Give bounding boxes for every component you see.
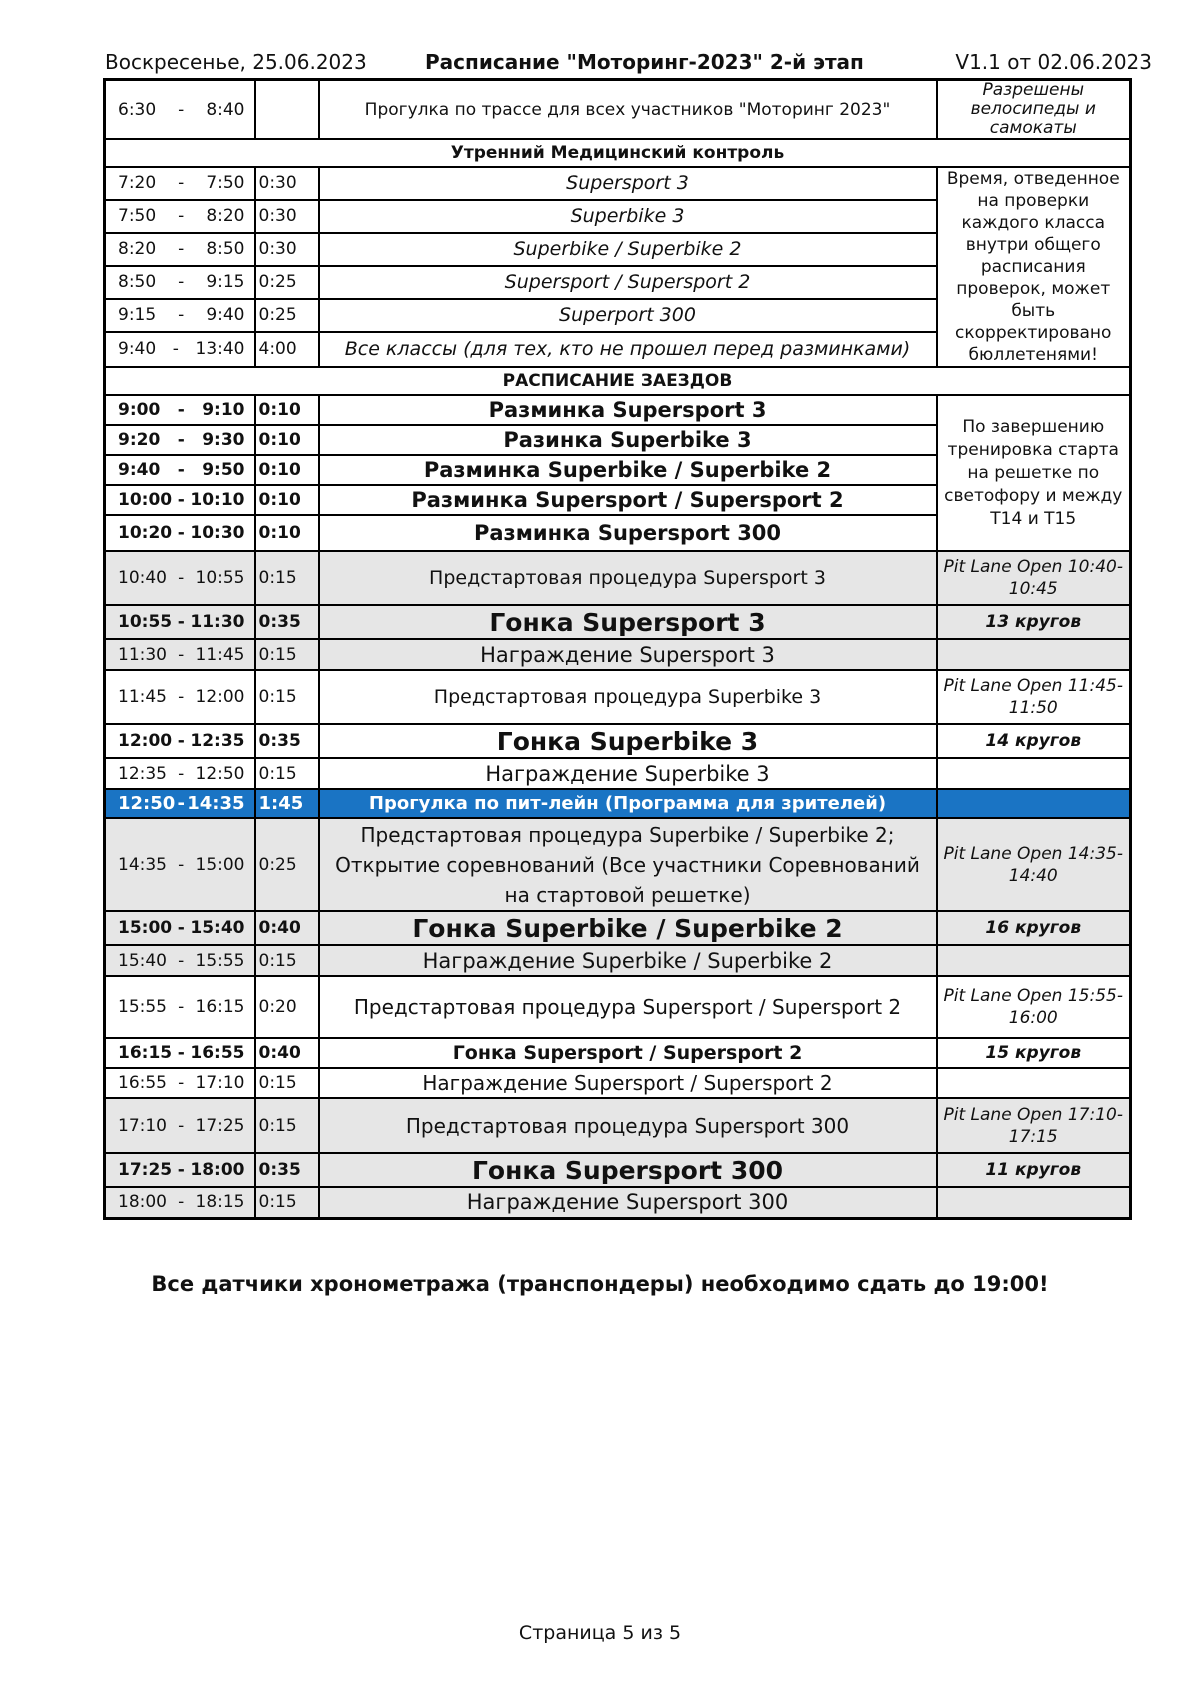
dash: - [178,854,185,875]
time-range [105,551,255,605]
note: 14 кругов [937,724,1131,758]
table-row [105,605,1131,639]
end-time: 8:40 [206,99,245,120]
note: Pit Lane Open 10:40-10:45 [937,551,1131,605]
start-time: 10:40 [118,568,167,588]
table-row [105,395,1131,425]
note: Время, отведенное на проверки каждого класса внутри общего расписания проверок, может быть скорректировано бюллетенями! [937,167,1131,367]
event: Supersport / Supersport 2 [319,266,937,299]
event: Гонка Superbike 3 [319,724,937,758]
note: Разрешены велосипеды и самокаты [937,80,1131,140]
start-time: 8:50 [118,272,157,293]
time-range [105,332,255,367]
section-header [105,139,1131,167]
header-date: Воскресенье, 25.06.2023 [105,50,367,74]
end-time: 13:40 [195,339,245,360]
event: Прогулка по пит-лейн (Программа для зрителей) [319,789,937,818]
note: По завершению тренировка старта на решетке по светофору и между Т14 и Т15 [937,395,1131,551]
time-range [105,299,255,332]
time-range [105,1098,255,1153]
start-time: 16:15 [118,1043,173,1063]
dash: - [177,612,185,632]
start-time: 10:00 [118,490,173,510]
event: Supersport 3 [319,167,937,200]
dash: - [172,339,179,360]
duration: 0:20 [255,976,319,1038]
duration: 0:10 [255,485,319,515]
start-time: 18:00 [118,1192,167,1213]
time-range [105,639,255,670]
event: Superport 300 [319,299,937,332]
end-time: 12:00 [195,687,245,707]
duration: 0:25 [255,266,319,299]
event: Superbike 3 [319,200,937,233]
time-range [105,1153,255,1187]
duration: 1:45 [255,789,319,818]
dash: - [178,173,185,194]
time-range [105,945,255,976]
start-time: 12:35 [118,763,167,784]
start-time: 8:20 [118,239,157,260]
time-range [105,1068,255,1098]
event: Разминка Supersport / Supersport 2 [319,485,937,515]
time-range [105,515,255,551]
end-time: 8:50 [206,239,245,260]
event: Награждение Supersport 300 [319,1187,937,1218]
table-row [105,758,1131,789]
start-time: 9:00 [118,400,161,420]
start-time: 11:45 [118,687,167,707]
start-time: 17:10 [118,1115,167,1136]
time-range [105,425,255,455]
dash: - [178,1115,185,1136]
event: Разминка Superbike / Superbike 2 [319,455,937,485]
event: Разинка Superbike 3 [319,425,937,455]
duration: 0:15 [255,639,319,670]
table-row [105,1098,1131,1153]
dash: - [178,1073,185,1093]
dash: - [178,239,185,260]
duration: 0:15 [255,758,319,789]
duration: 0:35 [255,724,319,758]
end-time: 18:00 [190,1160,245,1180]
end-time: 15:00 [195,854,245,875]
end-time: 9:40 [206,305,245,326]
time-range [105,80,255,140]
table-row [105,80,1131,140]
duration [255,80,319,140]
transponder-notice: Все датчики хронометража (транспондеры) необходимо сдать до 19:00! [151,1272,1049,1296]
duration: 0:35 [255,1153,319,1187]
duration: 4:00 [255,332,319,367]
note [937,1187,1131,1218]
dash: - [178,206,185,227]
event: Награждение Supersport / Supersport 2 [319,1068,937,1098]
time-range [105,670,255,724]
time-range [105,758,255,789]
dash: - [177,460,185,480]
duration: 0:30 [255,233,319,266]
start-time: 15:55 [118,997,167,1017]
start-time: 9:15 [118,305,157,326]
time-range [105,818,255,911]
time-range [105,167,255,200]
dash: - [177,430,185,450]
time-range [105,395,255,425]
start-time: 15:40 [118,950,167,971]
time-range [105,724,255,758]
dash: - [178,568,185,588]
table-row [105,818,1131,911]
table-row-highlight [105,789,1131,818]
schedule-table [103,78,1132,1220]
table-row [105,551,1131,605]
event: Предстартовая процедура Supersport 300 [319,1098,937,1153]
duration: 0:30 [255,167,319,200]
start-time: 9:20 [118,430,161,450]
end-time: 16:55 [190,1043,245,1063]
dash: - [178,950,185,971]
event: Награждение Supersport 3 [319,639,937,670]
event: Прогулка по трассе для всех участников "Моторинг 2023" [319,80,937,140]
start-time: 10:20 [118,523,173,543]
duration: 0:15 [255,945,319,976]
dash: - [177,490,185,510]
event: Superbike / Superbike 2 [319,233,937,266]
time-range [105,1187,255,1218]
end-time: 12:35 [190,731,245,751]
dash: - [178,305,185,326]
table-row [105,1187,1131,1218]
end-time: 11:30 [190,612,245,632]
start-time: 12:50 [118,793,176,814]
table-row [105,724,1131,758]
end-time: 16:15 [195,997,245,1017]
section-title: РАСПИСАНИЕ ЗАЕЗДОВ [105,367,1131,395]
end-time: 12:50 [195,763,245,784]
start-time: 16:55 [118,1073,167,1093]
duration: 0:10 [255,515,319,551]
end-time: 17:25 [195,1115,245,1136]
start-time: 9:40 [118,460,161,480]
end-time: 18:15 [195,1192,245,1213]
event: Все классы (для тех, кто не прошел перед разминками) [319,332,937,367]
section-header [105,367,1131,395]
end-time: 9:50 [202,460,245,480]
duration: 0:15 [255,1187,319,1218]
table-row [105,167,1131,200]
duration: 0:25 [255,299,319,332]
end-time: 9:10 [202,400,245,420]
duration: 0:35 [255,605,319,639]
duration: 0:40 [255,1038,319,1068]
time-range [105,200,255,233]
duration: 0:15 [255,551,319,605]
duration: 0:25 [255,818,319,911]
dash: - [178,997,185,1017]
dash: - [178,763,185,784]
table-row [105,1068,1131,1098]
time-range [105,1038,255,1068]
table-row [105,1038,1131,1068]
event: Разминка Supersport 300 [319,515,937,551]
end-time: 10:10 [190,490,245,510]
note [937,758,1131,789]
duration: 0:40 [255,911,319,945]
dash: - [177,731,185,751]
event: Награждение Superbike 3 [319,758,937,789]
note [937,789,1131,818]
dash: - [178,99,185,120]
duration: 0:10 [255,455,319,485]
event: Гонка Superbike / Superbike 2 [319,911,937,945]
start-time: 14:35 [118,854,167,875]
note [937,639,1131,670]
event: Гонка Supersport 3 [319,605,937,639]
end-time: 15:40 [190,918,245,938]
duration: 0:15 [255,670,319,724]
table-row [105,670,1131,724]
table-row [105,945,1131,976]
event: Предстартовая процедура Superbike / Superbike 2; Открытие соревнований (Все участники Соревнований на стартовой решетке) [319,818,937,911]
end-time: 15:55 [195,950,245,971]
dash: - [177,1043,185,1063]
start-time: 6:30 [118,99,157,120]
duration: 0:10 [255,395,319,425]
header-title: Расписание "Моторинг-2023" 2-й этап [425,50,864,74]
note: 13 кругов [937,605,1131,639]
duration: 0:10 [255,425,319,455]
time-range [105,485,255,515]
page-number: Страница 5 из 5 [518,1622,682,1644]
dash: - [178,1192,185,1213]
end-time: 14:35 [187,793,245,814]
table-row [105,639,1131,670]
time-range [105,605,255,639]
table-row [105,976,1131,1038]
end-time: 8:20 [206,206,245,227]
start-time: 12:00 [118,731,173,751]
note: 16 кругов [937,911,1131,945]
event: Гонка Supersport 300 [319,1153,937,1187]
dash: - [177,918,185,938]
note: Pit Lane Open 14:35-14:40 [937,818,1131,911]
duration: 0:15 [255,1098,319,1153]
end-time: 10:55 [195,568,245,588]
duration: 0:30 [255,200,319,233]
end-time: 9:15 [206,272,245,293]
event: Награждение Superbike / Superbike 2 [319,945,937,976]
time-range [105,976,255,1038]
event: Предстартовая процедура Supersport 3 [319,551,937,605]
table-row [105,911,1131,945]
duration: 0:15 [255,1068,319,1098]
table-row [105,1153,1131,1187]
start-time: 15:00 [118,918,173,938]
time-range [105,233,255,266]
dash: - [178,644,185,665]
note [937,945,1131,976]
dash: - [177,793,185,814]
start-time: 10:55 [118,612,173,632]
section-title: Утренний Медицинский контроль [105,139,1131,167]
end-time: 17:10 [195,1073,245,1093]
time-range [105,789,255,818]
start-time: 7:20 [118,173,157,194]
dash: - [177,523,185,543]
start-time: 17:25 [118,1160,173,1180]
dash: - [178,687,185,707]
note: Pit Lane Open 17:10-17:15 [937,1098,1131,1153]
start-time: 9:40 [118,339,157,360]
note: 15 кругов [937,1038,1131,1068]
event: Разминка Supersport 3 [319,395,937,425]
note: 11 кругов [937,1153,1131,1187]
time-range [105,266,255,299]
end-time: 7:50 [206,173,245,194]
time-range [105,911,255,945]
end-time: 9:30 [202,430,245,450]
event: Предстартовая процедура Supersport / Supersport 2 [319,976,937,1038]
event: Предстартовая процедура Superbike 3 [319,670,937,724]
start-time: 7:50 [118,206,157,227]
dash: - [178,272,185,293]
header-version: V1.1 от 02.06.2023 [955,50,1152,74]
note [937,1068,1131,1098]
dash: - [177,400,185,420]
end-time: 10:30 [190,523,245,543]
note: Pit Lane Open 15:55-16:00 [937,976,1131,1038]
dash: - [177,1160,185,1180]
event: Гонка Supersport / Supersport 2 [319,1038,937,1068]
note: Pit Lane Open 11:45-11:50 [937,670,1131,724]
time-range [105,455,255,485]
end-time: 11:45 [195,644,245,665]
start-time: 11:30 [118,644,167,665]
